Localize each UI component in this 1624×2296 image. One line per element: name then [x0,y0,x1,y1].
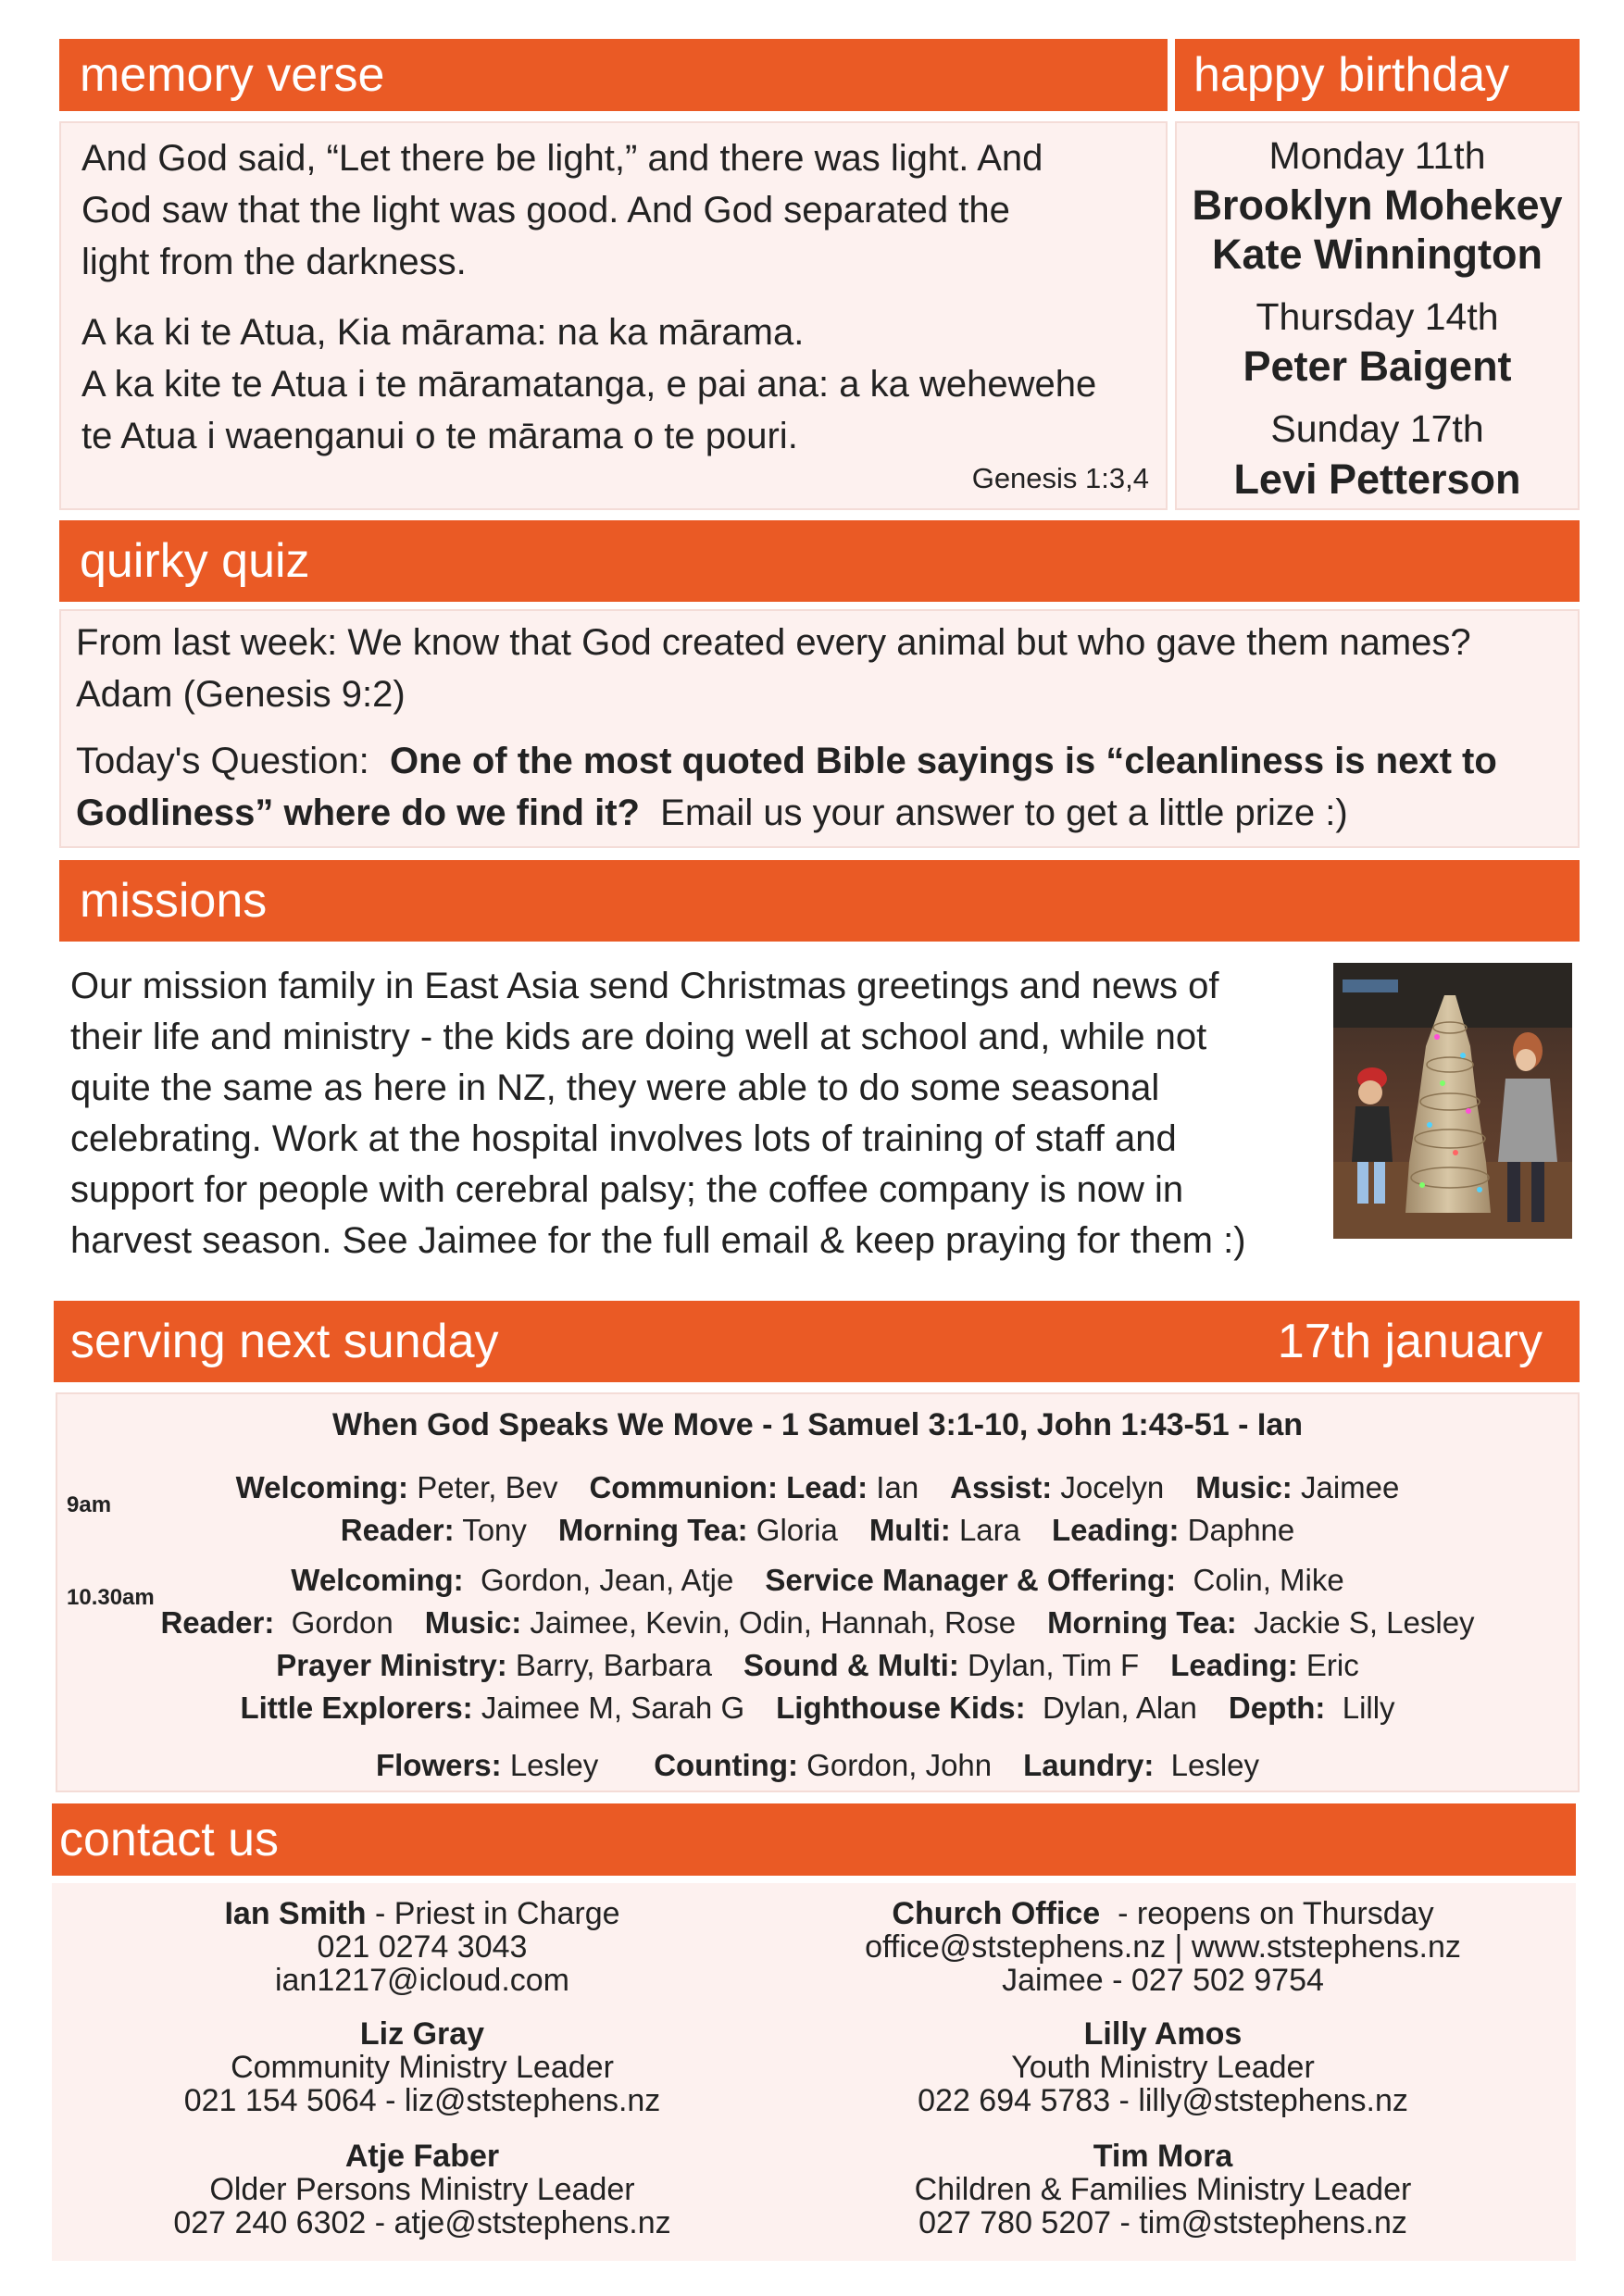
roster-key: Prayer Ministry: [276,1648,507,1682]
missions-line: their life and ministry - the kids are doing well at school and, while not [70,1017,1207,1057]
roster-key: Music: [1195,1470,1293,1504]
missions-line: quite the same as here in NZ, they were able to do some seasonal [70,1067,1160,1108]
missions-heading [59,860,1580,942]
contact-note: - reopens on Thursday [1100,1896,1434,1931]
quiz-today-question: Godliness” where do we find it? [76,792,640,833]
missions-text [70,961,1246,1267]
roster-value: Ian [868,1470,919,1504]
roster-key: Little Explorers: [240,1691,473,1725]
birthday-name: Peter Baigent [1243,343,1512,390]
roster-value: Colin, Mike [1176,1563,1344,1597]
roster-value: Barry, Barbara [506,1648,713,1682]
verse-line: A ka kite te Atua i te māramatanga, e pai ana: a ka wehewehe [81,364,1097,405]
quiz-last-week: From last week: We know that God created every animal but who gave them names? [76,622,1471,663]
roster-9am-row1 [57,1470,1578,1505]
roster-value: Dylan, Tim F [958,1648,1140,1682]
roster-key: Flowers: [375,1748,502,1782]
roster-key: Leading: [1052,1513,1180,1547]
verse-line: And God said, “Let there be light,” and there was light. And [81,138,1043,179]
sermon-title: When God Speaks We Move - 1 Samuel 3:1-10, John 1:43-51 - Ian [331,1407,1303,1442]
quiz-today-label: Today's Question: [76,741,390,781]
roster-key: Leading: [1170,1648,1298,1682]
roster-key: Assist: [950,1470,1053,1504]
serving-date: 17th january [1277,1315,1543,1368]
missions-line: harvest season. See Jaimee for the full email & keep praying for them :) [70,1220,1246,1261]
contact-web: office@ststephens.nz | www.ststephens.nz [865,1929,1461,1965]
missions-line: celebrating. Work at the hospital involves lots of training of staff and [70,1118,1177,1159]
birthday-heading-text: happy birthday [1193,48,1510,102]
contact-tim [848,2140,1478,2240]
roster-value: Lara [950,1513,1020,1547]
roster-value: Jaimee [1292,1470,1400,1504]
roster-key: Counting: [654,1748,798,1782]
quiz-today-tail: Email us your answer to get a little prize :) [639,792,1348,833]
contact-name: Ian Smith [224,1896,367,1931]
quiz-heading [59,520,1580,602]
roster-key: Multi: [868,1513,951,1547]
roster-key: Reader: [340,1513,455,1547]
roster-key: Reader: [160,1605,275,1640]
roster-value: Jaimee M, Sarah G [472,1691,745,1725]
roster-key: Morning Tea: [1047,1605,1237,1640]
birthday-box [1175,121,1580,510]
roster-key: Depth: [1228,1691,1326,1725]
quiz-last-week-answer: Adam (Genesis 9:2) [76,674,406,715]
roster-footer [57,1748,1578,1783]
roster-value: Dylan, Alan [1025,1691,1197,1725]
roster-value: Lesley [501,1748,599,1782]
missions-heading-text: missions [80,874,268,928]
contact-role: Community Ministry Leader [231,2050,614,2085]
roster-key: Communion: Lead: [589,1470,868,1504]
contact-name: Atje Faber [344,2139,500,2174]
roster-key: Welcoming: [235,1470,409,1504]
contact-phone: Jaimee - 027 502 9754 [1002,1963,1324,1998]
contact-phone: 021 0274 3043 [317,1929,528,1965]
contact-heading-text: contact us [59,1813,280,1866]
roster-value: Peter, Bev [408,1470,558,1504]
serving-heading [54,1301,1580,1382]
verse-line: te Atua i waenganui o te mārama o te pouri. [81,416,798,456]
roster-key: Welcoming: [291,1563,464,1597]
roster-value: Gloria [747,1513,838,1547]
birthday-day: Thursday 14th [1255,295,1499,338]
roster-value: Jaimee, Kevin, Odin, Hannah, Rose [521,1605,1017,1640]
quiz-today-cont [76,787,1348,839]
memory-verse-heading-text: memory verse [80,48,385,102]
roster-1030-row1 [57,1563,1578,1598]
missions-line: support for people with cerebral palsy; the coffee company is now in [70,1169,1184,1210]
roster-9am-row2 [57,1513,1578,1548]
roster-key: Lighthouse Kids: [776,1691,1026,1725]
contact-name: Church Office [892,1896,1101,1931]
contact-atje [107,2140,737,2240]
birthday-day: Sunday 17th [1270,407,1484,450]
roster-key: Service Manager & Offering: [765,1563,1177,1597]
quiz-today-question: One of the most quoted Bible sayings is “cleanliness is next to [389,741,1497,781]
roster-value: Lilly [1325,1691,1395,1725]
contact-details: 027 240 6302 - atje@ststephens.nz [173,2205,671,2240]
contact-role: Youth Ministry Leader [1011,2050,1315,2085]
roster-value: Daphne [1179,1513,1295,1547]
verse-line: light from the darkness. [81,242,467,282]
verse-line: God saw that the light was good. And God separated the [81,190,1010,231]
contact-name: Liz Gray [359,2016,485,2052]
roster-value: Gordon, Jean, Atje [463,1563,734,1597]
verse-english [81,132,1043,288]
contact-role: Older Persons Ministry Leader [209,2172,635,2207]
roster-1030-row2 [57,1605,1578,1641]
verse-line: A ka ki te Atua, Kia mārama: na ka mārama. [81,312,805,353]
quiz-heading-text: quirky quiz [80,534,310,588]
contact-details: 027 780 5207 - tim@ststephens.nz [918,2205,1407,2240]
birthday-name: Brooklyn Mohekey [1192,181,1563,229]
contact-details: 022 694 5783 - lilly@ststephens.nz [918,2083,1408,2118]
roster-value: Gordon [274,1605,394,1640]
roster-value: Jocelyn [1052,1470,1165,1504]
serving-box [56,1392,1580,1792]
contact-role: Children & Families Ministry Leader [914,2172,1412,2207]
contact-email: ian1217@icloud.com [274,1963,570,1998]
contact-lilly [848,2017,1478,2117]
contact-office [848,1897,1478,1997]
roster-key: Music: [424,1605,522,1640]
birthday-day: Monday 11th [1268,134,1486,177]
roster-key: Morning Tea: [557,1513,748,1547]
serving-heading-text: serving next sunday [70,1315,499,1368]
contact-name: Lilly Amos [1083,2016,1243,2052]
birthday-name: Levi Petterson [1233,455,1521,503]
birthday-name: Kate Winnington [1211,231,1543,278]
quiz-today [76,735,1497,787]
roster-value: Eric [1297,1648,1359,1682]
verse-reference: Genesis 1:3,4 [971,462,1149,494]
mission-family-photo [1333,963,1572,1239]
verse-maori-1 [81,306,804,358]
time-9am: 9am [67,1492,112,1517]
missions-line: Our mission family in East Asia send Christmas greetings and news of [70,966,1219,1006]
verse-maori-2 [81,358,1096,462]
quiz-box [59,609,1580,848]
birthday-heading [1175,39,1580,111]
contact-name: Tim Mora [1093,2139,1233,2174]
roster-value: Gordon, John [798,1748,993,1782]
contact-heading [52,1803,1576,1876]
roster-key: Laundry: [1023,1748,1155,1782]
roster-value: Tony [454,1513,527,1547]
contact-box [52,1883,1576,2261]
contact-details: 021 154 5064 - liz@ststephens.nz [183,2083,661,2118]
roster-key: Sound & Multi: [743,1648,959,1682]
roster-1030-row4 [57,1691,1578,1726]
memory-verse-box [59,121,1168,510]
roster-value: Lesley [1154,1748,1260,1782]
roster-value: Jackie S, Lesley [1236,1605,1475,1640]
roster-1030-row3 [57,1648,1578,1683]
time-1030am: 10.30am [67,1585,155,1610]
memory-verse-heading [59,39,1168,111]
contact-role: - Priest in Charge [366,1896,620,1931]
contact-liz [107,2017,737,2117]
contact-ian [107,1897,737,1997]
